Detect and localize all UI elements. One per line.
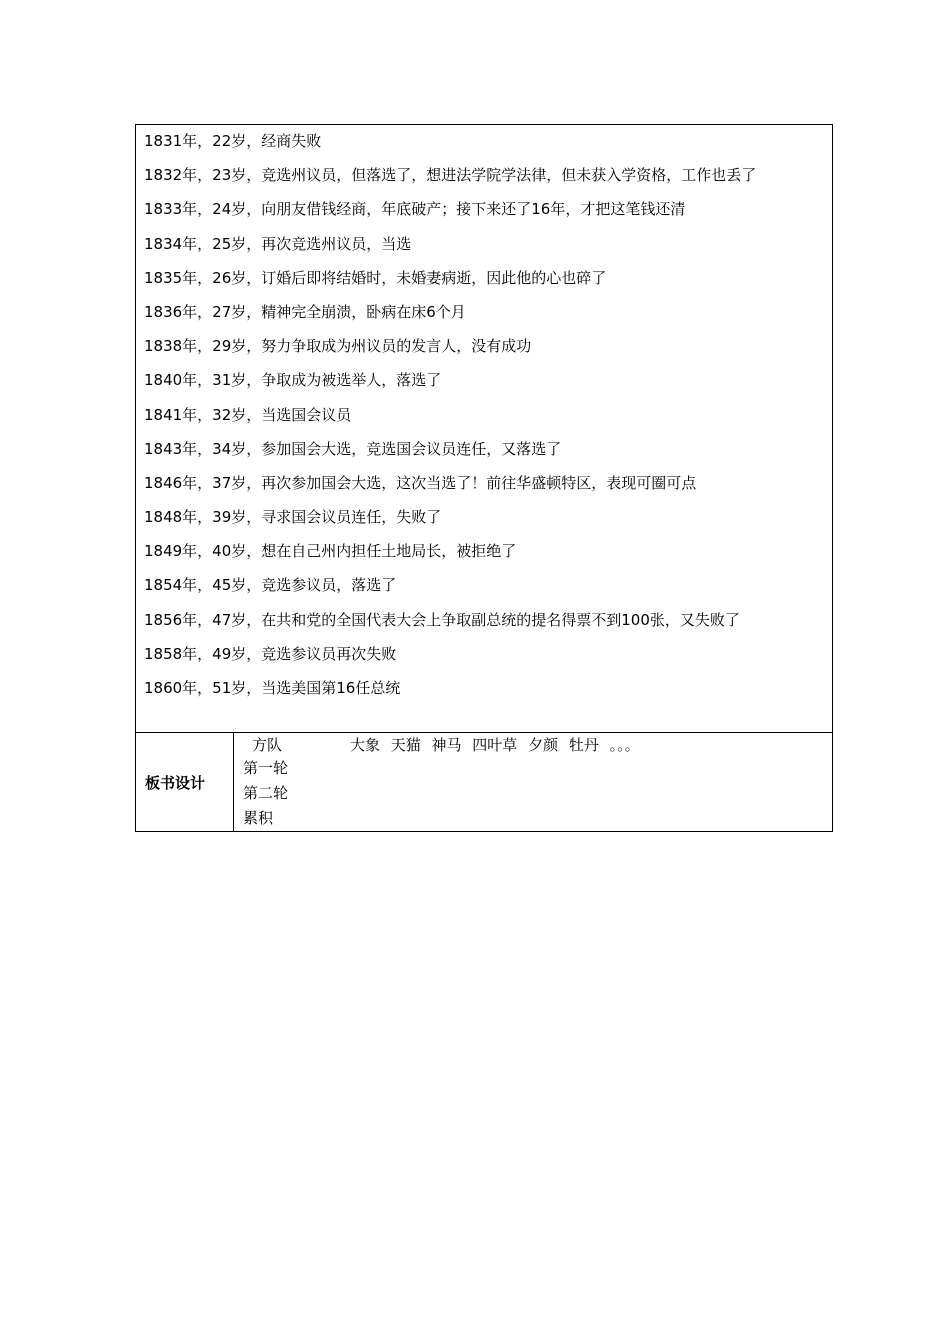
timeline-entry: 1843年，34岁，参加国会大选，竞选国会议员连任，又落选了: [144, 439, 562, 458]
timeline-entry: 1848年，39岁，寻求国会议员连任，失败了: [144, 508, 442, 527]
round-two-label: 第二轮: [243, 784, 289, 802]
board-design-content: [234, 733, 832, 831]
queue-label: 方队: [252, 736, 283, 754]
board-header-line: [243, 734, 640, 756]
timeline-entry: 1849年，40岁，想在自己州内担任土地局长，被拒绝了: [144, 542, 517, 561]
timeline-entry: 1831年，22岁，经商失败: [144, 132, 322, 150]
timeline-entry: 1858年，49岁，竞选参议员再次失败: [144, 644, 397, 663]
timeline-entry: 1860年，51岁，当选美国第16任总统: [144, 679, 401, 697]
timeline-cell: [136, 125, 832, 733]
lesson-table: [135, 124, 833, 832]
round-one-label: 第一轮: [243, 759, 289, 777]
timeline-entry: 1841年，32岁，当选国会议员: [144, 405, 352, 424]
timeline-entry: 1835年，26岁，订婚后即将结婚时，未婚妻病逝，因此他的心也碎了: [144, 268, 607, 287]
accumulated-label: 累积: [243, 809, 274, 827]
timeline-entry: 1840年，31岁，争取成为被选举人，落选了: [144, 371, 442, 390]
board-design-label: 板书设计: [136, 733, 234, 831]
queue-items: 大象 天猫 神马 四叶草 夕颜 牡丹 。。。: [350, 736, 640, 754]
board-design-row: [136, 733, 832, 831]
timeline-entry: 1833年，24岁，向朋友借钱经商，年底破产；接下来还了16年，才把这笔钱还清: [144, 200, 686, 219]
timeline-entry: 1854年，45岁，竞选参议员，落选了: [144, 576, 397, 595]
timeline-entry: 1836年，27岁，精神完全崩溃，卧病在床6个月: [144, 302, 466, 321]
timeline-entry: 1834年，25岁，再次竞选州议员，当选: [144, 234, 412, 253]
timeline-entry: 1856年，47岁，在共和党的全国代表大会上争取副总统的提名得票不到100张，又失败了: [144, 610, 740, 629]
timeline-entry: 1846年，37岁，再次参加国会大选，这次当选了！前往华盛顿特区，表现可圈可点: [144, 473, 697, 492]
timeline-entry: 1838年，29岁，努力争取成为州议员的发言人，没有成功: [144, 337, 532, 356]
timeline-entry: 1832年，23岁，竞选州议员，但落选了，想进法学院学法律，但未获入学资格，工作也丢了: [144, 166, 757, 185]
